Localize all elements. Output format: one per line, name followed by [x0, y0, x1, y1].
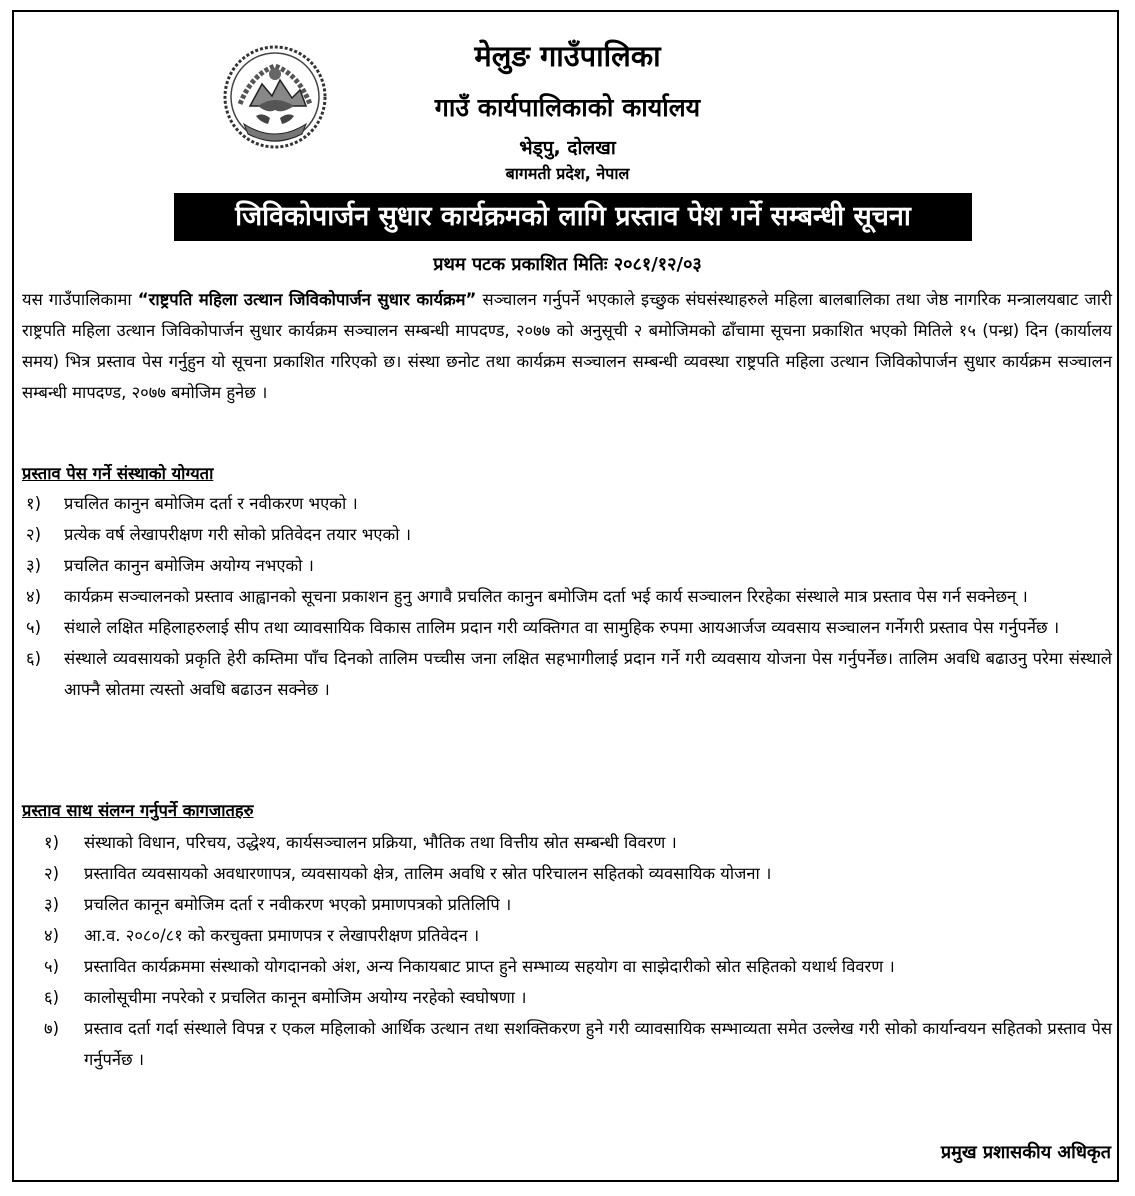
list-item-number: ३)	[44, 895, 60, 914]
list-item-number: १)	[26, 494, 42, 513]
documents-heading: प्रस्ताव साथ संलग्न गर्नुपर्ने कागजातहरु	[22, 801, 254, 820]
list-item-text: प्रचलित कानुन बमोजिम दर्ता र नवीकरण भएको ।	[64, 494, 358, 513]
signature-title: प्रमुख प्रशासकीय अधिकृत	[940, 1142, 1111, 1163]
list-item	[22, 581, 1112, 612]
intro-text-rest: सञ्चालन गर्नुपर्ने भएकाले इच्छुक संघसंस्थाहरुले महिला बालबालिका तथा जेष्ठ नागरिक मन्त्रालयबाट जारी राष्ट्रपति महिला उत्थान जिविकोपार्जन सुधार कार्यक्रम सञ्चालन सम्बन्धी मापदण्ड, २०७७ को अनुसूची २ बमोजिमको ढाँचामा सूचना प्रकाशित भएको मितिले १५ (पन्ध्र) दिन (कार्यालय समय) भित्र प्रस्ताव पेस गर्नुहुन यो सूचना प्रकाशित गरिएको छ। संस्था छनोट तथा कार्यक्रम सञ्चालन सम्बन्धी व्यवस्था राष्ट्रपति महिला उत्थान जिविकोपार्जन सुधार कार्यक्रम सञ्चालन सम्बन्धी मापदण्ड, २०७७ बमोजिम हुनेछ ।	[22, 290, 1112, 402]
list-item	[40, 951, 1112, 982]
list-item-number: ४)	[26, 587, 42, 606]
list-item-number: ५)	[44, 957, 60, 976]
notice-title: जिविकोपार्जन सुधार कार्यक्रमको लागि प्रस्ताव पेश गर्ने सम्बन्धी सूचना	[174, 193, 972, 241]
list-item-number: ६)	[26, 649, 42, 668]
published-date: प्रथम पटक प्रकाशित मितिः २०८१/१२/०३	[433, 254, 702, 275]
list-item-number: ६)	[44, 988, 60, 1007]
list-item-text: प्रचलित कानुन बमोजिम अयोग्य नभएको ।	[64, 556, 314, 575]
list-item	[40, 982, 1112, 1013]
list-item	[40, 827, 1112, 858]
list-item	[40, 858, 1112, 889]
list-item-text: आ.व. २०८०/८१ को करचुक्ता प्रमाणपत्र र लेखापरीक्षण प्रतिवेदन ।	[84, 926, 480, 945]
list-item	[40, 1013, 1112, 1075]
list-item-text: प्रस्तावित कार्यक्रममा संस्थाको योगदानको अंश, अन्य निकायबाट प्राप्त हुने सम्भाव्य सहयोग वा साझेदारीको स्रोत सहितको यथार्थ विवरण ।	[84, 957, 895, 976]
list-item	[40, 889, 1112, 920]
eligibility-heading: प्रस्ताव पेस गर्ने संस्थाको योग्यता	[22, 464, 214, 483]
list-item	[22, 519, 1112, 550]
list-item-text: संस्थाले व्यवसायको प्रकृति हेरी कम्तिमा पाँच दिनको तालिम पच्चीस जना लक्षित सहभागीलाई प्रदान गर्ने गरी व्यवसाय योजना पेस गर्नुपर्नेछ। तालिम अवधि बढाउनु परेमा संस्थाले आफ्नै स्रोतमा त्यस्तो अवधि बढाउन सक्नेछ ।	[64, 649, 1112, 699]
list-item-text: प्रस्ताव दर्ता गर्दा संस्थाले विपन्न र एकल महिलाको आर्थिक उत्थान तथा सशक्तिकरण हुने गरी व्यावसायिक सम्भाव्यता समेत उल्लेख गरी सोको कार्यान्वयन सहितको प्रस्ताव पेस गर्नुपर्नेछ ।	[84, 1019, 1112, 1069]
list-item-number: २)	[26, 525, 42, 544]
list-item-number: २)	[44, 864, 60, 883]
documents-list	[40, 827, 1112, 1075]
list-item-text: प्रस्तावित व्यवसायको अवधारणापत्र, व्यवसायको क्षेत्र, तालिम अवधि र स्रोत परिचालन सहितको व्यवसायिक योजना ।	[84, 864, 772, 883]
office-name: गाउँ कार्यपालिकाको कार्यालय	[434, 93, 701, 122]
list-item-number: ४)	[44, 926, 60, 945]
list-item-text: संथाले लक्षित महिलाहरुलाई सीप तथा व्यावसायिक विकास तालिम प्रदान गरी व्यक्तिगत वा सामुहिक रुपमा आयआर्जज व्यवसाय सञ्चालन गर्नेगरी प्रस्ताव पेस गर्नुपर्नेछ ।	[64, 618, 1060, 637]
intro-text-start: यस गाउँपालिकामा	[22, 290, 138, 309]
list-item-text: प्रचलित कानून बमोजिम दर्ता र नवीकरण भएको प्रमाणपत्रको प्रतिलिपि ।	[84, 895, 512, 914]
list-item	[22, 488, 1112, 519]
list-item-text: कालोसूचीमा नपरेको र प्रचलित कानून बमोजिम अयोग्य नरहेको स्वघोषणा ।	[84, 988, 527, 1007]
list-item	[22, 550, 1112, 581]
list-item-number: ७)	[44, 1019, 60, 1038]
list-item	[22, 612, 1112, 643]
list-item	[40, 920, 1112, 951]
intro-paragraph	[22, 284, 1112, 408]
municipality-name: मेलुङ गाउँपालिका	[474, 39, 661, 73]
list-item-text: कार्यक्रम सञ्चालनको प्रस्ताव आह्वानको सूचना प्रकाशन हुनु अगावै प्रचलित कानुन बमोजिम दर्ता भई कार्य सञ्चालन रिरहेका संस्थाले मात्र प्रस्ताव पेस गर्न सक्नेछन् ।	[64, 587, 1028, 606]
eligibility-list	[22, 488, 1112, 705]
program-name: “राष्ट्रपति महिला उत्थान जिविकोपार्जन सुधार कार्यक्रम”	[137, 290, 477, 309]
list-item	[22, 643, 1112, 705]
list-item-number: ३)	[26, 556, 42, 575]
office-location: भेड्पु, दोलखा	[519, 137, 616, 159]
list-item-number: ५)	[26, 618, 42, 637]
list-item-number: १)	[44, 833, 60, 852]
list-item-text: संस्थाको विधान, परिचय, उद्धेश्य, कार्यसञ्चालन प्रक्रिया, भौतिक तथा वित्तीय स्रोत सम्बन्धी विवरण ।	[84, 833, 677, 852]
office-province: बागमती प्रदेश, नेपाल	[505, 164, 630, 183]
list-item-text: प्रत्येक वर्ष लेखापरीक्षण गरी सोको प्रतिवेदन तयार भएको ।	[64, 525, 411, 544]
